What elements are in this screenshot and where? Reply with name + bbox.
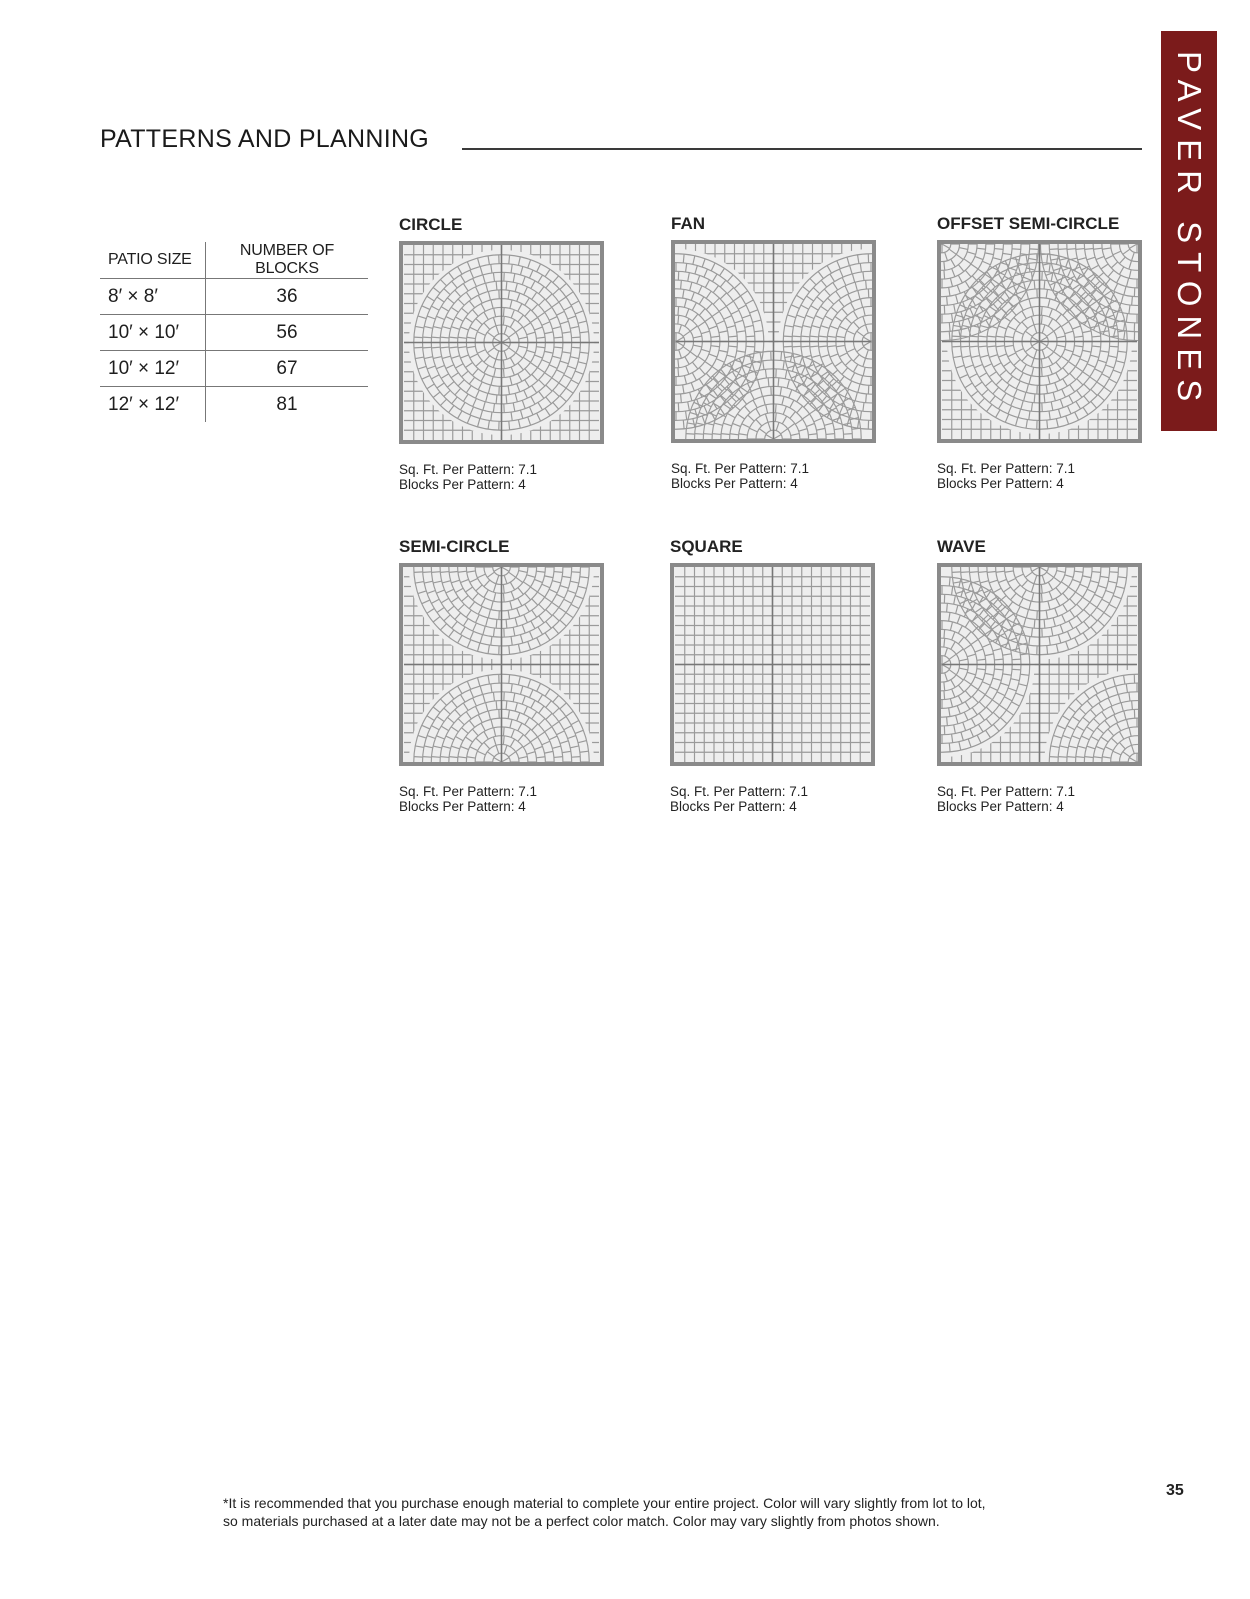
- wave-pattern-diagram: [937, 563, 1142, 766]
- pattern-name: SQUARE: [670, 537, 743, 556]
- footnote-line: so materials purchased at a later date may not be a perfect color match. Color may vary slightly from photos shown.: [223, 1513, 940, 1529]
- sqft-per-pattern: Sq. Ft. Per Pattern: 7.1: [937, 461, 1076, 476]
- block-count-cell: 56: [206, 315, 369, 351]
- page-number: 35: [1166, 1482, 1184, 1499]
- pattern-card-offset-semi-circle: [937, 214, 1152, 491]
- number-of-blocks-header: NUMBER OF BLOCKS: [239, 242, 335, 277]
- table-row: [100, 351, 368, 387]
- section-tab: [1161, 31, 1217, 431]
- table-row: [100, 387, 368, 423]
- table-header-row: [100, 242, 368, 279]
- footnote: [223, 1494, 1083, 1530]
- blocks-per-pattern: Blocks Per Pattern: 4: [670, 799, 797, 814]
- pattern-card-semi-circle: [399, 537, 614, 814]
- blocks-per-pattern: Blocks Per Pattern: 4: [671, 476, 798, 491]
- blocks-per-pattern: Blocks Per Pattern: 4: [937, 799, 1064, 814]
- pattern-card-circle: [399, 215, 614, 492]
- title-divider: [462, 148, 1142, 150]
- patio-size-cell: 8′ × 8′: [100, 279, 206, 315]
- table-row: [100, 279, 368, 315]
- block-count-cell: 81: [206, 387, 369, 423]
- semi-circle-pattern-diagram: [399, 563, 604, 766]
- pattern-card-square: [670, 537, 885, 814]
- pattern-name: CIRCLE: [399, 215, 463, 234]
- pattern-card-fan: [671, 214, 886, 491]
- pattern-name: FAN: [671, 214, 705, 233]
- sqft-per-pattern: Sq. Ft. Per Pattern: 7.1: [671, 461, 810, 476]
- sqft-per-pattern: Sq. Ft. Per Pattern: 7.1: [399, 784, 538, 799]
- pattern-card-wave: [937, 537, 1152, 814]
- patio-size-cell: 12′ × 12′: [100, 387, 206, 423]
- sqft-per-pattern: Sq. Ft. Per Pattern: 7.1: [399, 462, 538, 477]
- table-row: [100, 315, 368, 351]
- blocks-per-pattern: Blocks Per Pattern: 4: [399, 477, 526, 492]
- footnote-line: *It is recommended that you purchase enough material to complete your entire project. Color will vary slightly from lot to lot,: [223, 1495, 986, 1511]
- patio-size-table: [100, 242, 368, 422]
- patio-size-cell: 10′ × 10′: [100, 315, 206, 351]
- blocks-per-pattern: Blocks Per Pattern: 4: [399, 799, 526, 814]
- sqft-per-pattern: Sq. Ft. Per Pattern: 7.1: [937, 784, 1076, 799]
- pattern-name: WAVE: [937, 537, 986, 556]
- block-count-cell: 67: [206, 351, 369, 387]
- page-title: PATTERNS AND PLANNING: [100, 125, 430, 153]
- block-count-cell: 36: [206, 279, 369, 315]
- section-tab-label: PAVER STONES: [1171, 51, 1208, 411]
- pattern-name: SEMI-CIRCLE: [399, 537, 510, 556]
- sqft-per-pattern: Sq. Ft. Per Pattern: 7.1: [670, 784, 809, 799]
- fan-pattern-diagram: [671, 240, 876, 443]
- patio-size-header: PATIO SIZE: [100, 242, 206, 279]
- pattern-name: OFFSET SEMI-CIRCLE: [937, 214, 1120, 233]
- blocks-per-pattern: Blocks Per Pattern: 4: [937, 476, 1064, 491]
- patio-size-cell: 10′ × 12′: [100, 351, 206, 387]
- square-pattern-diagram: [670, 563, 875, 766]
- circle-pattern-diagram: [399, 241, 604, 444]
- offset-semi-circle-pattern-diagram: [937, 240, 1142, 443]
